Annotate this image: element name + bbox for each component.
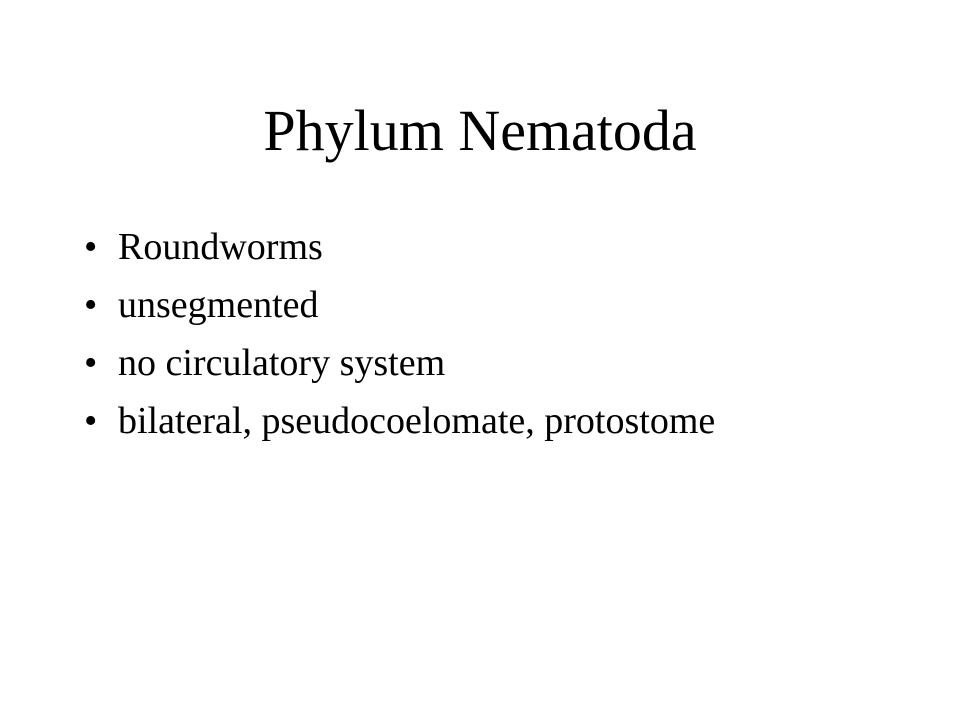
bullet-item-unsegmented xyxy=(84,276,715,334)
bullet-item-body-plan xyxy=(84,392,715,450)
bullet-item-roundworms xyxy=(84,218,715,276)
bullet-text: no circulatory system xyxy=(118,342,446,384)
bullet-list xyxy=(84,218,715,450)
bullet-point-icon: • xyxy=(84,400,98,442)
bullet-item-circulatory xyxy=(84,334,715,392)
bullet-text: unsegmented xyxy=(118,284,319,326)
bullet-point-icon: • xyxy=(84,284,98,326)
bullet-text: bilateral, pseudocoelomate, protostome xyxy=(118,400,716,442)
bullet-point-icon: • xyxy=(84,342,98,384)
bullet-point-icon: • xyxy=(84,226,98,268)
slide-title: Phylum Nematoda xyxy=(263,98,697,163)
bullet-text: Roundworms xyxy=(118,226,323,268)
